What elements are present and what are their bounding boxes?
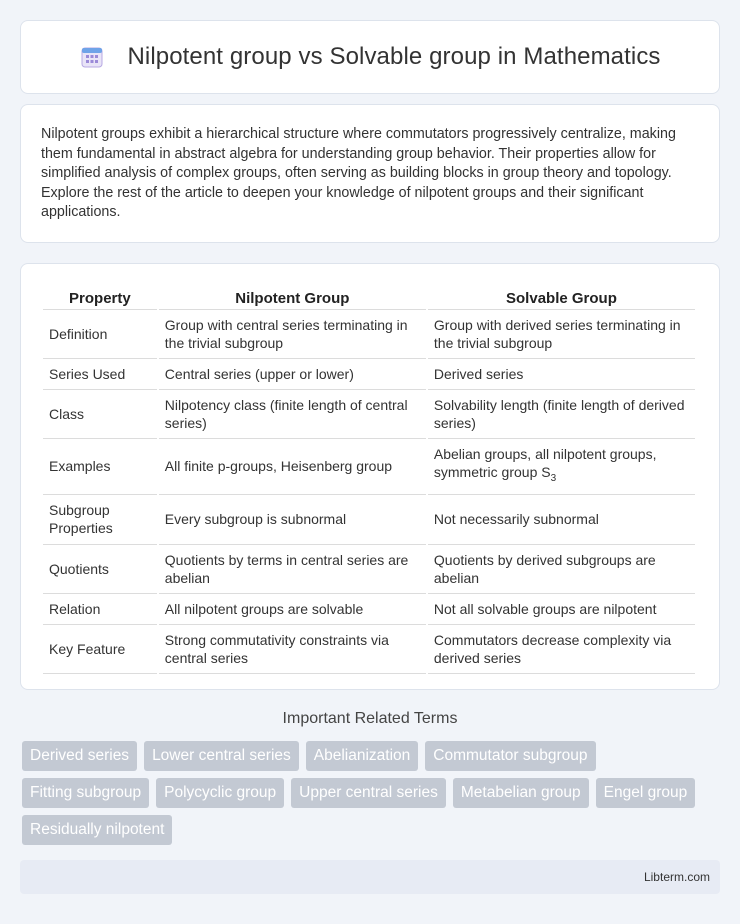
table-cell: Derived series xyxy=(428,359,695,390)
table-cell: Quotients xyxy=(43,545,157,594)
intro-card xyxy=(20,104,720,243)
related-term-tag[interactable]: Commutator subgroup xyxy=(425,741,595,771)
table-cell: Relation xyxy=(43,594,157,625)
column-header-nilpotent: Nilpotent Group xyxy=(159,282,426,310)
table-cell: Definition xyxy=(43,310,157,359)
table-row xyxy=(43,439,695,495)
examples-text: Abelian groups, all nilpotent groups, symmetric group S xyxy=(433,446,657,480)
table-row xyxy=(43,594,695,625)
table-cell: Not all solvable groups are nilpotent xyxy=(428,594,695,625)
table-cell: Central series (upper or lower) xyxy=(159,359,426,390)
related-term-tag[interactable]: Upper central series xyxy=(291,778,446,808)
examples-subscript: 3 xyxy=(550,472,557,484)
footer-site-link[interactable]: Libterm.com xyxy=(643,870,710,884)
table-cell: Quotients by terms in central series are abelian xyxy=(159,545,426,594)
table-row xyxy=(43,625,695,674)
related-term-tag[interactable]: Fitting subgroup xyxy=(22,778,149,808)
table-cell: Examples xyxy=(43,439,157,495)
table-cell: Commutators decrease complexity via derived series xyxy=(428,625,695,674)
table-header-row xyxy=(43,282,695,310)
table-cell: Series Used xyxy=(43,359,157,390)
table-cell: All finite p-groups, Heisenberg group xyxy=(159,439,426,495)
table-cell: Quotients by derived subgroups are abelian xyxy=(428,545,695,594)
table-cell: Group with derived series terminating in the trivial subgroup xyxy=(428,310,695,359)
comparison-table-card xyxy=(20,263,720,690)
table-cell: Not necessarily subnormal xyxy=(428,495,695,545)
table-cell: Class xyxy=(43,390,157,439)
table-row xyxy=(43,390,695,439)
table-cell: Group with central series terminating in the trivial subgroup xyxy=(159,310,426,359)
table-row xyxy=(43,545,695,594)
table-cell: Subgroup Properties xyxy=(43,495,157,545)
page-title: Nilpotent group vs Solvable group in Mathematics xyxy=(127,43,661,70)
table-cell: Every subgroup is subnormal xyxy=(159,495,426,545)
related-terms-list xyxy=(22,741,722,852)
related-term-tag[interactable]: Residually nilpotent xyxy=(22,815,172,845)
related-term-tag[interactable]: Lower central series xyxy=(144,741,299,771)
related-term-tag[interactable]: Engel group xyxy=(596,778,696,808)
related-terms-title: Important Related Terms xyxy=(282,710,458,727)
table-row xyxy=(43,310,695,359)
calendar-grid-icon xyxy=(79,44,105,70)
table-cell: Strong commutativity constraints via central series xyxy=(159,625,426,674)
table-cell: Solvability length (finite length of derived series) xyxy=(428,390,695,439)
intro-text: Nilpotent groups exhibit a hierarchical structure where commutators progressively centralize, making them fundamental in abstract algebra for understanding group behavior. Their properties allow for simplified analysis of complex groups, often serving as building blocks in group theory and topology. Explore the rest of the article to deepen your knowledge of nilpotent groups and their significant applications. xyxy=(41,126,676,221)
header-card xyxy=(20,20,720,94)
column-header-solvable: Solvable Group xyxy=(428,282,695,310)
table-cell: Key Feature xyxy=(43,625,157,674)
table-cell xyxy=(428,439,695,495)
table-row xyxy=(43,495,695,545)
comparison-table xyxy=(41,282,697,674)
related-term-tag[interactable]: Polycyclic group xyxy=(156,778,284,808)
column-header-property: Property xyxy=(43,282,157,310)
table-cell: Nilpotency class (finite length of central series) xyxy=(159,390,426,439)
footer xyxy=(20,860,720,894)
table-row xyxy=(43,359,695,390)
related-term-tag[interactable]: Derived series xyxy=(22,741,137,771)
related-term-tag[interactable]: Metabelian group xyxy=(453,778,589,808)
table-cell: All nilpotent groups are solvable xyxy=(159,594,426,625)
related-term-tag[interactable]: Abelianization xyxy=(306,741,419,771)
